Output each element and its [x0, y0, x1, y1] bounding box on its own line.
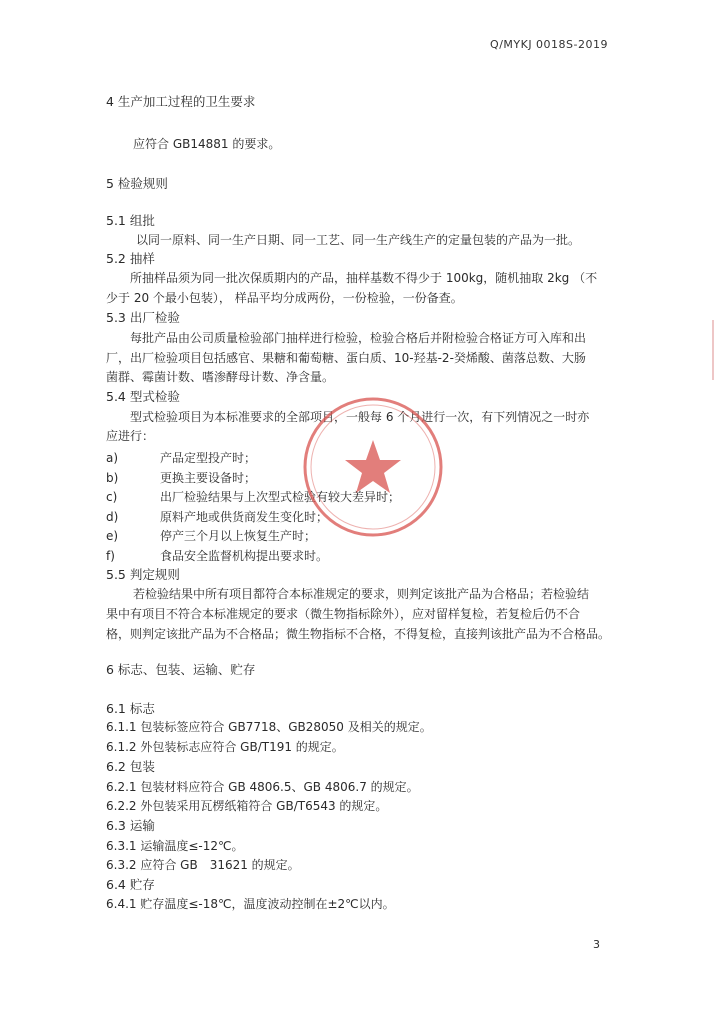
- section-5-2-body-1: 所抽样品须为同一批次保质期内的产品，抽样基数不得少于 100kg，随机抽取 2kg （不: [130, 271, 598, 285]
- section-5-5-body-3: 格，则判定该批产品为不合格品；微生物指标不合格，不得复检，直接判该批产品为不合格品。: [106, 627, 611, 641]
- list-item-text: 产品定型投产时；: [160, 451, 257, 465]
- edge-seal-fragment: [712, 320, 724, 380]
- section-6-3-1: 6.3.1 运输温度≤-12℃。: [106, 839, 244, 853]
- section-4-title: 4 生产加工过程的卫生要求: [106, 94, 256, 109]
- section-6-2-1: 6.2.1 包装材料应符合 GB 4806.5、GB 4806.7 的规定。: [106, 780, 419, 794]
- list-item-label: a): [106, 451, 119, 465]
- section-5-5-body-2: 果中有项目不符合本标准规定的要求（微生物指标除外），应对留样复检，若复检后仍不合: [106, 607, 581, 621]
- section-6-title: 6 标志、包装、运输、贮存: [106, 662, 256, 677]
- section-6-4-1: 6.4.1 贮存温度≤-18℃，温度波动控制在±2℃以内。: [106, 897, 395, 911]
- section-5-3-body-3: 菌群、霉菌计数、嗜渗酵母计数、净含量。: [106, 370, 335, 384]
- section-5-4-body-1: 型式检验项目为本标准要求的全部项目，一般每 6 个月进行一次，有下列情况之一时亦: [130, 410, 590, 424]
- section-5-1-title: 5.1 组批: [106, 213, 155, 228]
- section-5-5-body-1: 若检验结果中所有项目都符合本标准规定的要求，则判定该批产品为合格品；若检验结: [133, 587, 590, 601]
- section-6-2-title: 6.2 包装: [106, 759, 155, 774]
- list-item-label: c): [106, 490, 118, 504]
- section-5-3-body-2: 厂，出厂检验项目包括感官、果糖和葡萄糖、蛋白质、10-羟基-2-癸烯酸、菌落总数、大肠: [106, 351, 586, 365]
- section-5-title: 5 检验规则: [106, 176, 168, 191]
- list-item-label: d): [106, 510, 119, 524]
- section-5-1-body: 以同一原料、同一生产日期、同一工艺、同一生产线生产的定量包装的产品为一批。: [136, 233, 581, 247]
- list-item-text: 出厂检验结果与上次型式检验有较大差异时；: [160, 490, 401, 504]
- section-4-body: 应符合 GB14881 的要求。: [133, 137, 281, 151]
- list-item-text: 食品安全监督机构提出要求时。: [160, 549, 329, 563]
- section-5-3-title: 5.3 出厂检验: [106, 310, 180, 325]
- section-5-4-body-2: 应进行：: [106, 429, 155, 443]
- document-code: Q/MYKJ 0018S-2019: [490, 38, 608, 51]
- section-5-4-title: 5.4 型式检验: [106, 389, 180, 404]
- seal-star-icon: [345, 440, 401, 493]
- section-6-4-title: 6.4 贮存: [106, 877, 155, 892]
- section-5-2-title: 5.2 抽样: [106, 251, 155, 266]
- section-6-3-2: 6.3.2 应符合 GB 31621 的规定。: [106, 858, 300, 872]
- list-item-text: 原料产地或供货商发生变化时；: [160, 510, 329, 524]
- list-item-text: 更换主要设备时；: [160, 471, 257, 485]
- section-6-1-2: 6.1.2 外包装标志应符合 GB/T191 的规定。: [106, 740, 344, 754]
- list-item-label: b): [106, 471, 119, 485]
- list-item-label: e): [106, 529, 119, 543]
- page-number: 3: [593, 938, 600, 951]
- list-item-label: f): [106, 549, 115, 563]
- section-6-2-2: 6.2.2 外包装采用瓦楞纸箱符合 GB/T6543 的规定。: [106, 799, 388, 813]
- section-5-2-body-2: 少于 20 个最小包装）， 样品平均分成两份，一份检验，一份备查。: [106, 291, 463, 305]
- section-5-5-title: 5.5 判定规则: [106, 567, 180, 582]
- list-item-text: 停产三个月以上恢复生产时；: [160, 529, 317, 543]
- section-5-3-body-1: 每批产品由公司质量检验部门抽样进行检验，检验合格后并附检验合格证方可入库和出: [130, 331, 587, 345]
- section-6-3-title: 6.3 运输: [106, 818, 155, 833]
- company-seal: [298, 392, 448, 542]
- section-6-1-title: 6.1 标志: [106, 701, 155, 716]
- section-6-1-1: 6.1.1 包装标签应符合 GB7718、GB28050 及相关的规定。: [106, 720, 432, 734]
